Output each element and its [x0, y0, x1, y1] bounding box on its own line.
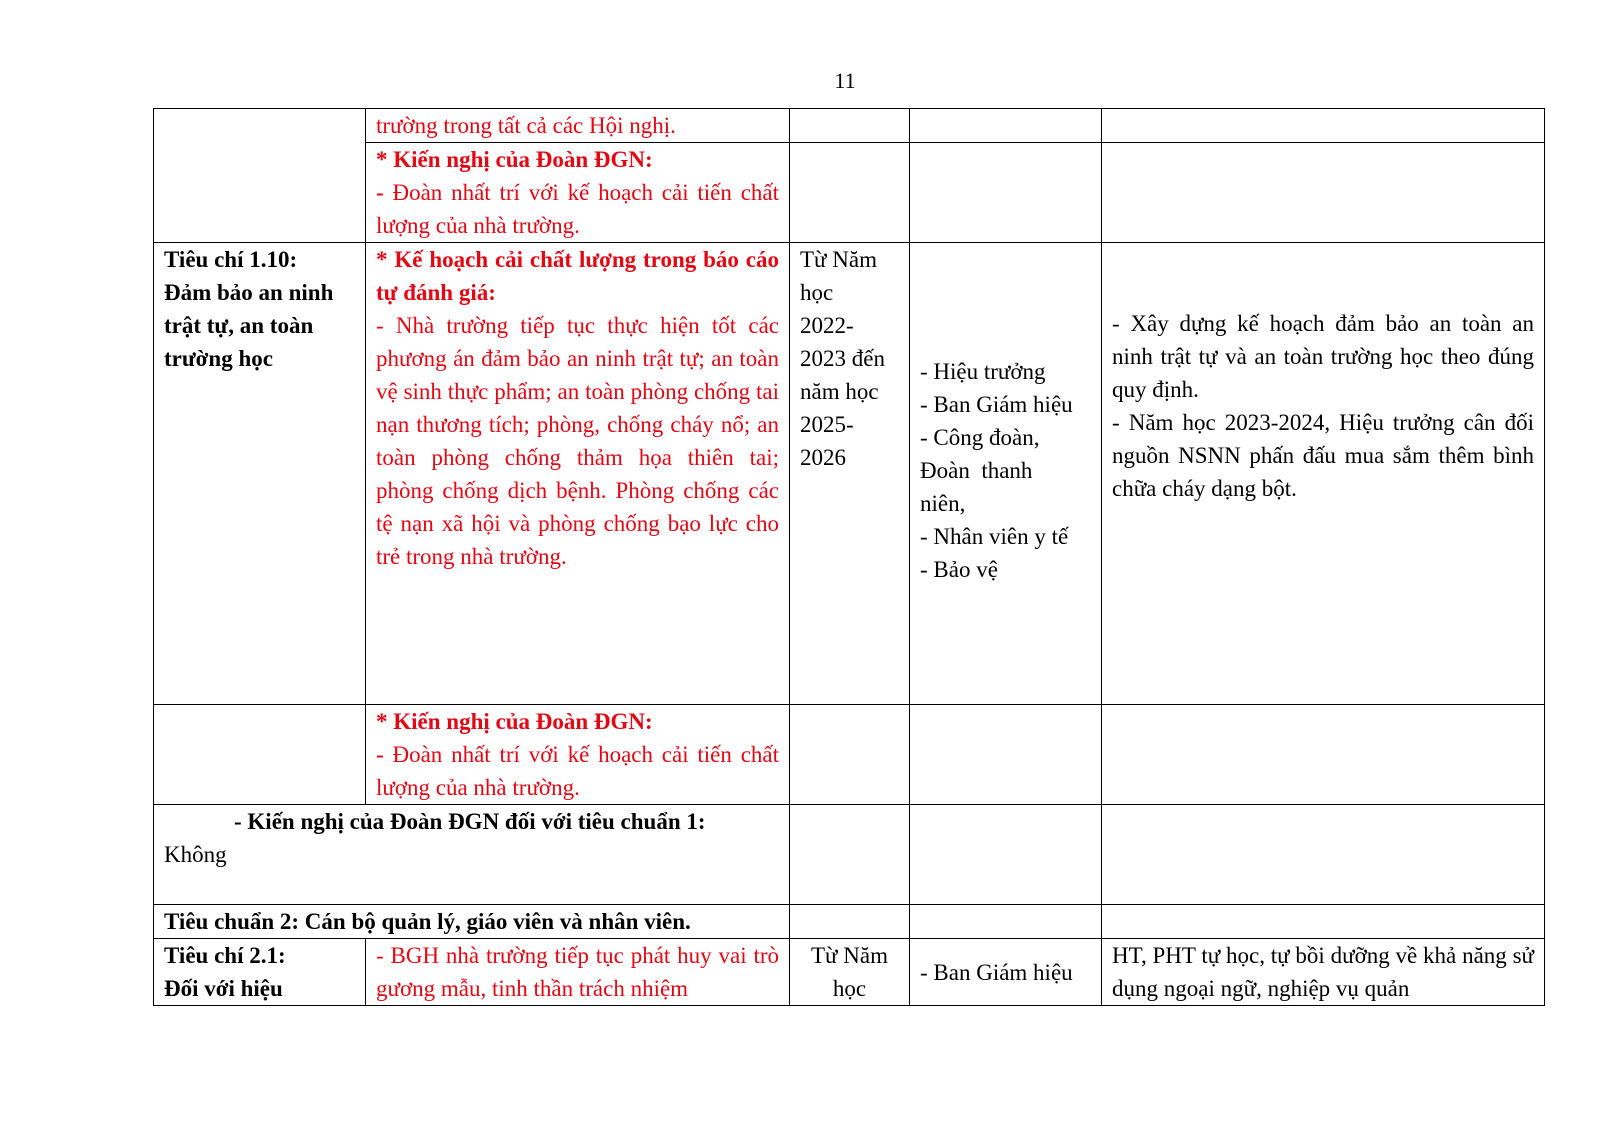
timeline-cell — [790, 243, 910, 705]
measure-item: HT, PHT tự học, tự bồi dưỡng về khả năng sử dụng ngoại ngữ, nghiệp vụ quản — [1112, 943, 1534, 1001]
criterion-cell — [154, 243, 366, 705]
timeline-cell — [790, 109, 910, 143]
timeline-line: 2022- — [800, 313, 854, 338]
table-row — [154, 109, 1545, 143]
plan-line: trường trong tất cả các Hội nghị. — [376, 113, 676, 138]
standard-recommendation-value: Không — [164, 842, 227, 867]
timeline-line: năm học — [800, 379, 879, 404]
timeline-line: Từ Năm — [811, 943, 888, 968]
responsible-line: - Bảo vệ — [920, 557, 998, 582]
timeline-cell — [790, 143, 910, 243]
table-row — [154, 805, 1545, 905]
measures-cell — [1102, 109, 1545, 143]
responsible-line: - Ban Giám hiệu — [920, 959, 1073, 985]
table-row — [154, 705, 1545, 805]
criterion-cell-empty — [154, 109, 366, 243]
plan-text: - Nhà trường tiếp tục thực hiện tốt các phương án đảm bảo an ninh trật tự; an toàn vệ sinh thực phẩm; an toàn phòng chống tai nạn thương tích; phòng, chống cháy nổ; an toàn phòng chống thảm họa thiên tai; phòng chống dịch bệnh. Phòng chống các tệ nạn xã hội và phòng chống bạo lực cho trẻ trong nhà trường. — [376, 313, 779, 569]
responsible-cell — [910, 805, 1102, 905]
measures-cell — [1102, 243, 1545, 705]
responsible-line: - Nhân viên y tế — [920, 524, 1069, 549]
responsible-line: Đoàn thanh — [920, 458, 1033, 483]
table-row — [154, 939, 1545, 1006]
criterion-label: Tiêu chí 2.1: — [164, 943, 286, 968]
responsible-cell — [910, 109, 1102, 143]
timeline-cell — [790, 939, 910, 1006]
criterion-cell — [154, 939, 366, 1006]
responsible-line: - Ban Giám hiệu — [920, 392, 1073, 417]
criterion-name: Đối với hiệu — [164, 976, 283, 1001]
standard-heading-cell — [154, 905, 790, 939]
standard-recommendation-cell — [154, 805, 790, 905]
timeline-cell — [790, 905, 910, 939]
criterion-label: Tiêu chí 1.10: — [164, 247, 298, 272]
recommendation-heading: * Kiến nghị của Đoàn ĐGN: — [376, 147, 653, 172]
responsible-cell — [910, 243, 1102, 705]
plan-text: - BGH nhà trường tiếp tục phát huy vai trò gương mẫu, tinh thần trách nhiệm — [376, 943, 779, 1001]
responsible-cell — [910, 905, 1102, 939]
timeline-line: học — [800, 280, 834, 305]
measures-cell — [1102, 805, 1545, 905]
timeline-cell — [790, 805, 910, 905]
measure-item: - Xây dựng kế hoạch đảm bảo an toàn an ninh trật tự và an toàn trường học theo đúng quy định. — [1112, 311, 1534, 402]
responsible-line: - Hiệu trưởng — [920, 359, 1046, 384]
plan-cell — [366, 939, 790, 1006]
responsible-cell — [910, 143, 1102, 243]
recommendation-dash: - — [376, 180, 384, 205]
timeline-line: 2023 đến — [800, 346, 885, 371]
measures-cell — [1102, 705, 1545, 805]
measures-cell — [1102, 905, 1545, 939]
recommendation-cell — [366, 143, 790, 243]
recommendation-dash: - — [376, 742, 384, 767]
timeline-line: 2026 — [800, 445, 846, 470]
measures-cell — [1102, 143, 1545, 243]
timeline-line: 2025- — [800, 412, 854, 437]
page-number: 11 — [834, 68, 856, 93]
responsible-line: niên, — [920, 491, 966, 516]
recommendation-text: Đoàn nhất trí với kế hoạch cải tiến chất lượng của nhà trường. — [376, 180, 779, 238]
standard-recommendation-heading: - Kiến nghị của Đoàn ĐGN đối với tiêu chuẩn 1: — [234, 809, 706, 834]
responsible-cell — [910, 939, 1102, 1006]
table-row — [154, 243, 1545, 705]
plan-heading: * Kế hoạch cải chất lượng trong báo cáo tự đánh giá: — [376, 247, 779, 305]
criterion-name: Đảm bảo an ninh trật tự, an toàn trường học — [164, 280, 334, 371]
responsible-cell — [910, 705, 1102, 805]
recommendation-text: Đoàn nhất trí với kế hoạch cải tiến chất lượng của nhà trường. — [376, 742, 779, 800]
recommendation-heading: * Kiến nghị của Đoàn ĐGN: — [376, 709, 653, 734]
recommendation-cell — [366, 705, 790, 805]
responsible-line: - Công đoàn, — [920, 425, 1040, 450]
timeline-cell — [790, 705, 910, 805]
plan-cell — [366, 109, 790, 143]
measure-item: - Năm học 2023-2024, Hiệu trưởng cân đối nguồn NSNN phấn đấu mua sắm thêm bình chữa cháy dạng bột. — [1112, 410, 1534, 501]
criterion-cell-empty — [154, 705, 366, 805]
improvement-plan-table — [153, 108, 1545, 1006]
standard-heading: Tiêu chuẩn 2: Cán bộ quản lý, giáo viên và nhân viên. — [164, 909, 691, 934]
plan-cell — [366, 243, 790, 705]
measures-cell — [1102, 939, 1545, 1006]
table-row — [154, 905, 1545, 939]
timeline-line: học — [832, 976, 867, 1001]
timeline-line: Từ Năm — [800, 247, 877, 272]
